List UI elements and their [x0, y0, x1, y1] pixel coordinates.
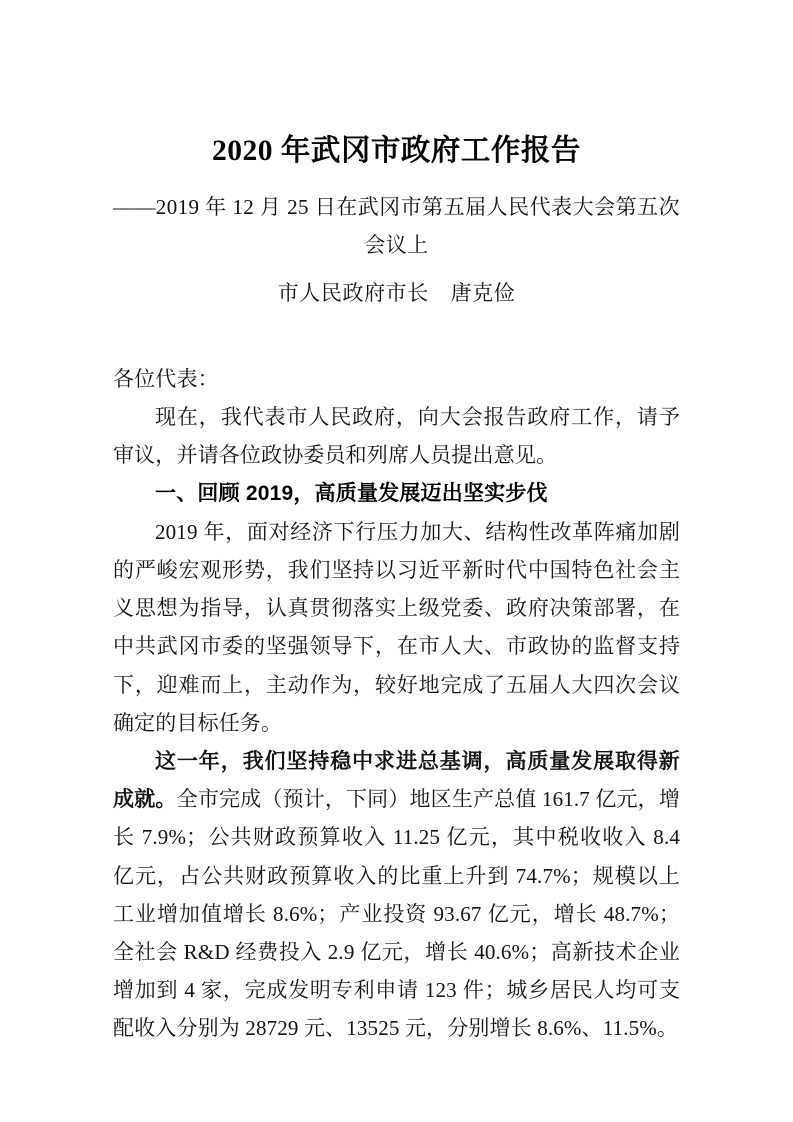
section-heading-1: 一、回顾 2019，高质量发展迈出坚实步伐: [155, 481, 548, 505]
paragraph-1: 2019 年，面对经济下行压力加大、结构性改革阵痛加剧的严峻宏观形势，我们坚持以习近平新时代中国特色社会主义思想为指导，认真贯彻落实上级党委、政府决策部署，在中共武冈市委的坚强领导下，在市人大、市政协的监督支持下，迎难而上，主动作为，较好地完成了五届人大四次会议确定的目标任务。: [113, 519, 680, 735]
paragraph-2-lead: 这一年，我们坚持稳中求进总基调，高质量发展取得新成就。: [113, 749, 680, 812]
paragraph-2: [113, 742, 680, 1048]
text-column: [113, 0, 680, 1048]
document-subtitle-line-1: ——2019 年 12 月 25 日在武冈市第五届人民代表大会第五次: [113, 195, 680, 219]
document-title: 2020 年武冈市政府工作报告: [212, 135, 581, 167]
paragraph-2-rest: 全市完成（预计，下同）地区生产总值 161.7 亿元，增长 7.9%；公共财政预算收入 11.25 亿元，其中税收收入 8.4 亿元，占公共财政预算收入的比重上升到 74.7%；规模以上工业增加值增长 8.6%；产业投资 93.67 亿元，增长 48.7%；全社会 R&D 经费投入 2.9 亿元，增长 40.6%；高新技术企业增加到 4 家，完成发明专利申请 123 件；城乡居民人均可支配收入分别为 28729 元、13525 元，分别增长 8.6%、11.5%。: [113, 787, 680, 1041]
document-body: [113, 312, 680, 1048]
document-subtitle: [113, 171, 680, 264]
document-byline: 市人民政府市长 唐克俭: [277, 281, 516, 305]
salutation-line: 各位代表：: [113, 367, 219, 391]
intro-paragraph: 现在，我代表市人民政府，向大会报告政府工作，请予审议，并请各位政协委员和列席人员提出意见。: [113, 405, 680, 468]
document-subtitle-line-2: 会议上: [364, 233, 429, 257]
